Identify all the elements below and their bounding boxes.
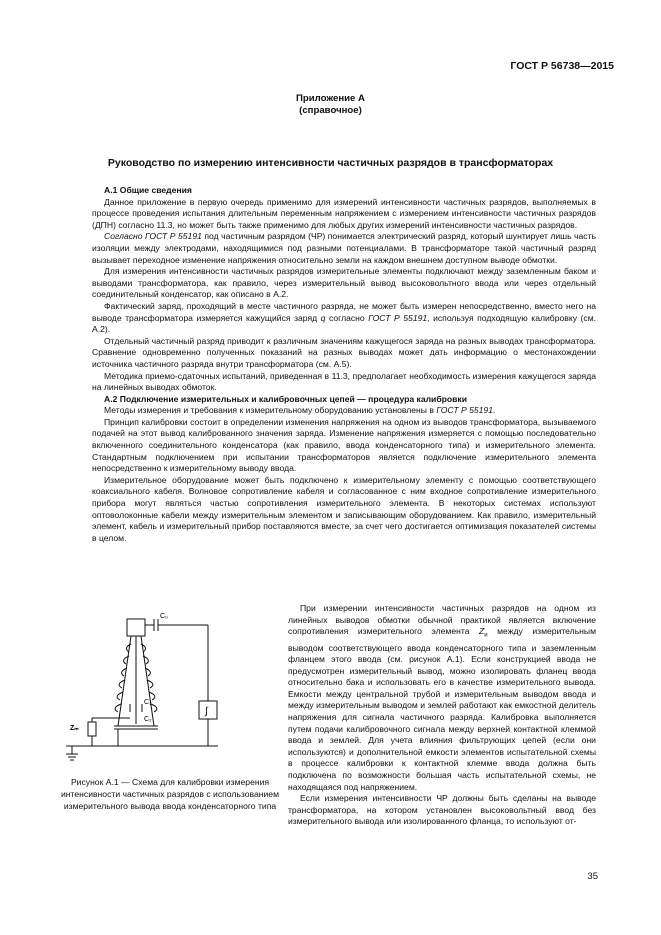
label-c1: C₁ xyxy=(144,699,152,706)
paragraph: Отдельный частичный разряд приводит к различным значениям кажущегося заряда на разных выводах трансформатора. Сравнение одновременно полученных показаний на разных выводах может дать информацию о местонахождении источника частичного разряда внутри трансформатора (см. А.5). xyxy=(92,335,596,369)
label-zm: Zₘ xyxy=(70,725,79,732)
label-c0: C₀ xyxy=(160,613,168,620)
body-text xyxy=(92,185,596,544)
document-code: ГОСТ Р 56738—2015 xyxy=(510,60,614,72)
appendix-subtitle: (справочное) xyxy=(299,105,362,116)
label-c2: C₂ xyxy=(144,716,152,723)
standard-reference: Согласно ГОСТ Р 55191 xyxy=(104,231,202,242)
section-heading-a1: А.1 Общие сведения xyxy=(104,185,192,195)
bushing-terminal xyxy=(127,619,145,636)
right-column-text xyxy=(288,603,596,828)
standard-reference: ГОСТ Р 55191 xyxy=(368,312,428,323)
paragraph: Измерительное оборудование может быть подключено к измерительному элементу с помощью соответствующего коаксиального кабеля. Волновое сопротивление кабеля и согласованное с ним входное сопротивление измерительного прибора могут являться частью сопротивления измерительного элемента. В некоторых системах используют оптоволоконные кабели между измерительным элементом и записывающим оборудованием. Как правило, измерительный элемент, кабель и измерительный прибор поставляются вместе, за счет чего достигается оптимизация показателей системы в целом. xyxy=(92,474,596,543)
measuring-instrument xyxy=(199,701,217,719)
measuring-impedance xyxy=(88,722,96,736)
paragraph: Согласно ГОСТ Р 55191 под частичным разрядом (ЧР) понимается электрический разряд, который шунтирует лишь часть изоляции между электродами, находящимися под разными потенциалами. В трансформаторе такой частичный разряд вызывает переходное изменение напряжения относительно земли на каждом внешнем доступном выводе обмотки. xyxy=(92,231,596,265)
appendix-title: Приложение А xyxy=(296,93,365,104)
section-heading-a2: А.2 Подключение измерительных и калибровочных цепей — процедура калибровки xyxy=(104,393,468,404)
page-number: 35 xyxy=(587,871,598,882)
paragraph: Если измерения интенсивности ЧР должны быть сделаны на выводе трансформатора, на котором установлен высоковольтный ввод без измерительного вывода или изолированного фланца, то используют от- xyxy=(288,793,596,827)
main-title: Руководство по измерению интенсивности частичных разрядов в трансформаторах xyxy=(107,157,554,169)
paragraph: Для измерения интенсивности частичных разрядов измерительные элементы подключают между заземленным баком и выводами трансформатора, как правило, через измерительный вывод высоковольтного ввода или через отдельный соединительный конденсатор, как описано в А.2. xyxy=(92,266,596,300)
paragraph: Данное приложение в первую очередь применимо для измерений интенсивности частичных разрядов, выполняемых в процессе проведения испытания длительным переменным напряжением с измерением интенсивности частичных разрядов (ДПН) согласно 11.3, но может быть также применимо для любых других измерений интенсивности частичных разрядов. xyxy=(92,196,596,230)
paragraph: Методика приемо-сдаточных испытаний, приведенная в 11.3, предполагает необходимость измерения кажущегося заряда на линейных выводах обмоток. xyxy=(92,370,596,393)
figure-caption: Рисунок А.1 — Схема для калибровки измерения интенсивности частичных разрядов с использованием измерительного вывода ввода конденсаторного типа xyxy=(60,777,279,811)
figure-schematic xyxy=(58,606,248,768)
paragraph: При измерении интенсивности частичных разрядов на одном из линейных выводов обмотки обычной практикой является включение сопротивления измерительного элемента $Z_и$ между измерительным выводом соответствующего ввода конденсаторного типа и заземленным фланцем этого ввода (см. рисунок А.1). Если конструкцией ввода не предусмотрен измерительный вывод, можно изолировать фланец ввода относительно бака и использовать его в качестве измерительного вывода. Емкости между центральной трубой и измерительным выводом ввода и между измерительным выводом и землей работают как емкостной делитель напряжения для сигнала частичного разряда. Калибровка выполняется путем подачи калибровочного сигнала между верхней контактной клеммой ввода и землей. Для учета влияния фильтрующих цепей (если они используются) и дополнительной емкости элементов испытательной схемы в процессе калибровки к контактной клемме ввода должна быть подключена по возможности большая часть испытательной схемы, не находящаяся под напряжением. xyxy=(288,603,596,792)
paragraph: Принцип калибровки состоит в определении изменения напряжения на одном из выводов трансформатора, вызываемого подачей на этот вывод калиброванного значения заряда. Изменение напряжения измеряется с помощью последовательно включенного соединительного конденсатора (как правило, ввода конденсаторного типа) и измерительного элемента. Стандартным подключением при испытании трансформаторов является подключение измерительного элемента непосредственно к измерительному выводу ввода. xyxy=(92,416,596,474)
label-meter: ∫ xyxy=(205,706,208,717)
paragraph: Методы измерения и требования к измерительному оборудованию установлены в ГОСТ Р 55191. xyxy=(104,405,496,416)
standard-reference: ГОСТ Р 55191 xyxy=(436,405,493,416)
paragraph: Фактический заряд, проходящий в месте частичного разряда, не может быть измерен непосредственно, вместо него на выводе трансформатора измеряется кажущийся заряд q согласно ГОСТ Р 55191, используя подходящую калибровку (см. А.2). xyxy=(92,300,596,335)
